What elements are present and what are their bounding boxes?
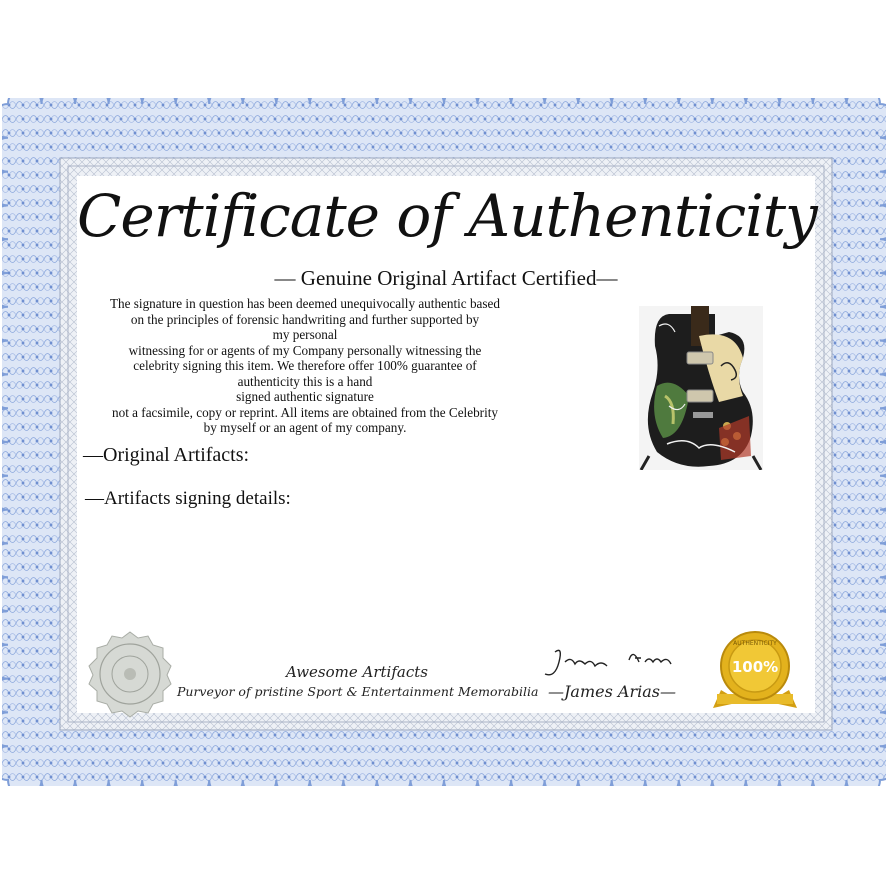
embossed-seal-icon: [83, 628, 177, 718]
gold-guarantee-seal-icon: [711, 630, 799, 712]
statement-line: witnessing for or agents of my Company personally witnessing the: [128, 342, 482, 358]
signing-details-label: —Artifacts signing details:: [85, 488, 291, 509]
certificate-title: Certificate of Authenticity: [77, 182, 817, 250]
handwritten-signature: [537, 644, 687, 684]
statement-line: celebrity signing this item. We therefore offer 100% guarantee of: [133, 358, 477, 373]
statement-line: authenticity this is a hand: [237, 373, 373, 389]
autographed-guitar-photo: [639, 306, 763, 470]
company-block: [177, 662, 537, 702]
certificate-subtitle: — Genuine Original Artifact Certified—: [274, 266, 618, 290]
company-name: Awesome Artifacts: [286, 663, 428, 681]
statement-line: The signature in question has been deemed unequivocally authentic based: [109, 296, 500, 311]
statement-line: signed authentic signature: [236, 389, 374, 404]
statement-line: my personal: [272, 327, 338, 342]
certificate: [2, 98, 886, 786]
company-tagline: Purveyor of pristine Sport & Entertainment Memorabilia: [177, 684, 539, 699]
statement-line: not a facsimile, copy or reprint. All items are obtained from the Celebrity: [112, 404, 498, 420]
gold-seal-percent: 100%: [731, 658, 779, 676]
signature-block: [537, 644, 687, 708]
statement-line: on the principles of forensic handwriting and further supported by: [130, 311, 480, 327]
gold-seal-ring-text: AUTHENTICITY: [733, 640, 777, 647]
authenticity-statement: [77, 296, 533, 436]
signer-name: —James Arias—: [548, 682, 676, 701]
original-artifacts-label: —Original Artifacts:: [83, 444, 250, 466]
statement-line: by myself or an agent of my company.: [203, 420, 407, 435]
certificate-body: [77, 176, 815, 713]
